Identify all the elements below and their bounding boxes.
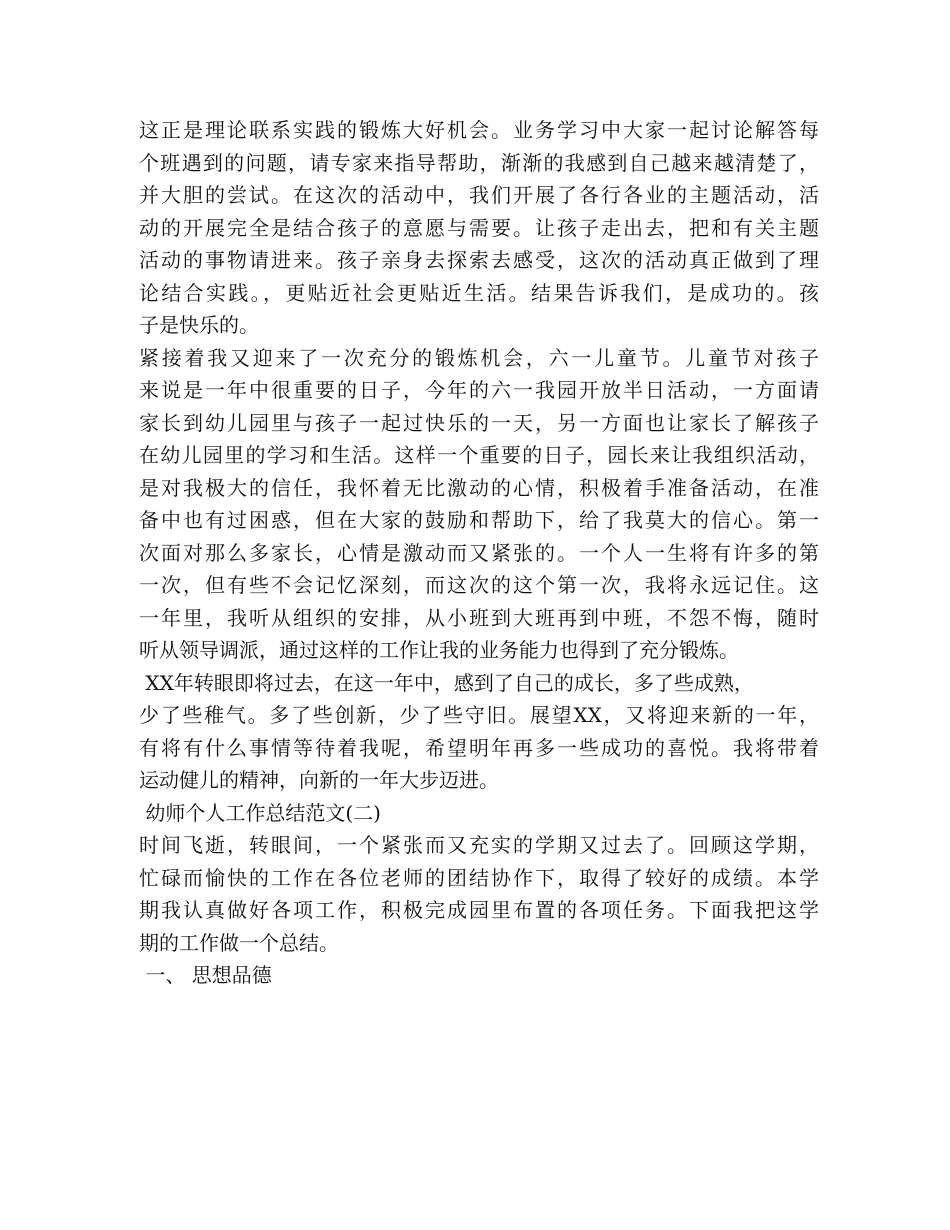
text-line: 论结合实践。，更贴近社会更贴近生活。结果告诉我们，是成功的。孩 (139, 280, 819, 305)
text-line: 期的工作做一个总结。 (139, 930, 339, 955)
text-line: 一年里，我听从组织的安排，从小班到大班再到中班，不怨不悔，随时 (139, 605, 819, 630)
text-line: XX年转眼即将过去，在这一年中，感到了自己的成长，多了些成熟， (139, 670, 754, 695)
text-line: 少了些稚气。多了些创新，少了些守旧。展望XX，又将迎来新的一年， (139, 703, 819, 727)
text-line: 动的开展完全是结合孩子的意愿与需要。让孩子走出去，把和有关主题 (139, 215, 819, 240)
text-line: 一次，但有些不会记忆深刻，而这次的这个第一次，我将永远记住。这 (139, 573, 819, 597)
text-line: 是对我极大的信任，我怀着无比激动的心情，积极着手准备活动，在准 (139, 475, 819, 500)
text-line: 这正是理论联系实践的锻炼大好机会。业务学习中大家一起讨论解答每 (139, 118, 819, 142)
text-line: 次面对那么多家长，心情是激动而又紧张的。一个人一生将有许多的第 (139, 540, 819, 565)
text-line: 时间飞逝，转眼间，一个紧张而又充实的学期又过去了。回顾这学期， (139, 833, 819, 857)
text-line: 个班遇到的问题，请专家来指导帮助，渐渐的我感到自己越来越清楚了， (139, 150, 819, 175)
section-heading: 幼师个人工作总结范文(二) (139, 800, 381, 825)
text-line: 期我认真做好各项工作，积极完成园里布置的各项任务。下面我把这学 (139, 898, 819, 922)
text-line: 并大胆的尝试。在这次的活动中，我们开展了各行各业的主题活动，活 (139, 183, 819, 207)
text-line: 紧接着我又迎来了一次充分的锻炼机会，六一儿童节。儿童节对孩子 (139, 345, 819, 370)
text-line: 家长到幼儿园里与孩子一起过快乐的一天，另一方面也让家长了解孩子 (139, 410, 819, 435)
text-line: 备中也有过困惑，但在大家的鼓励和帮助下，给了我莫大的信心。第一 (139, 508, 819, 532)
text-line: 有将有什么事情等待着我呢，希望明年再多一些成功的喜悦。我将带着 (139, 735, 819, 760)
text-line: 子是快乐的。 (139, 313, 259, 337)
text-line: 活动的事物请进来。孩子亲身去探索去感受，这次的活动真正做到了理 (139, 248, 819, 272)
text-line: 忙碌而愉快的工作在各位老师的团结协作下，取得了较好的成绩。本学 (139, 865, 819, 890)
text-line: 运动健儿的精神，向新的一年大步迈进。 (139, 768, 499, 792)
text-line: 听从领导调派，通过这样的工作让我的业务能力也得到了充分锻炼。 (139, 638, 739, 662)
subsection-heading: 一、 思想品德 (139, 963, 272, 987)
text-line: 在幼儿园里的学习和生活。这样一个重要的日子，园长来让我组织活动， (139, 443, 819, 467)
document-body (139, 114, 819, 992)
text-line: 来说是一年中很重要的日子，今年的六一我园开放半日活动，一方面请 (139, 378, 819, 402)
